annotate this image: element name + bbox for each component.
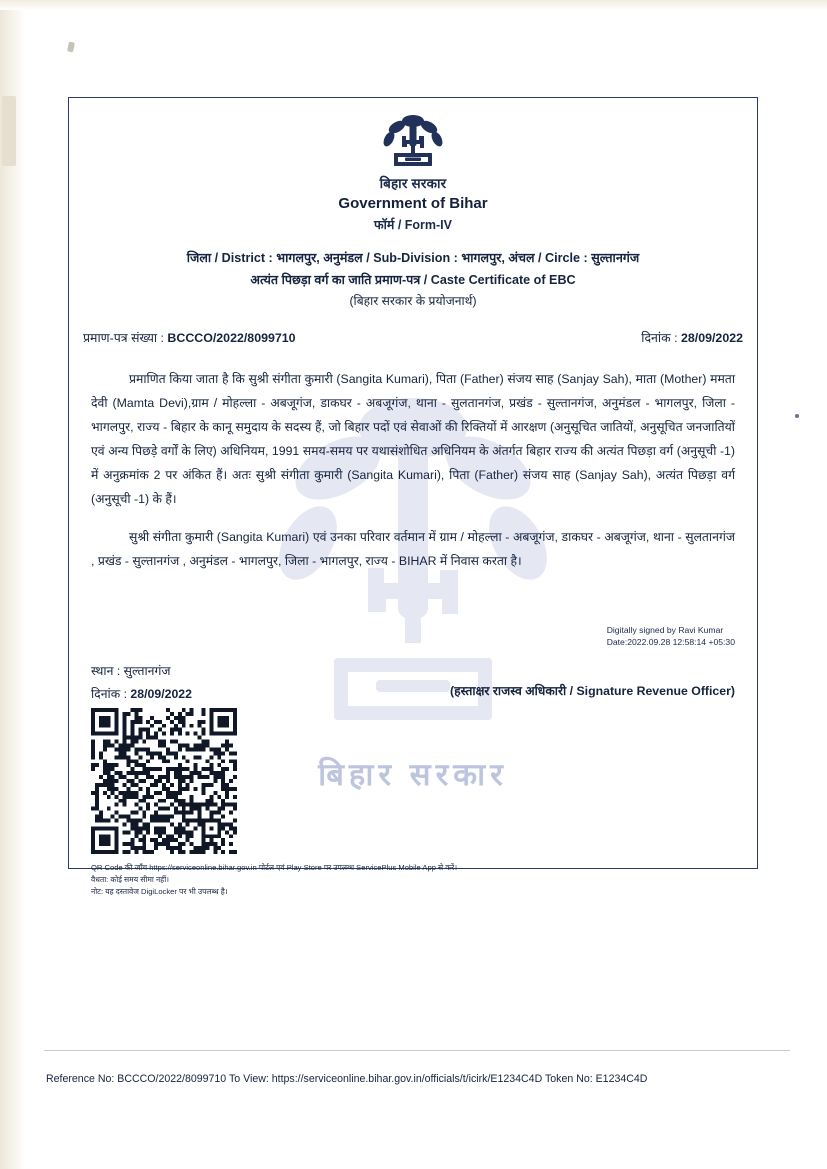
- issue-date-label: दिनांक :: [641, 331, 681, 346]
- body-paragraph-2-text: सुश्री संगीता कुमारी (Sangita Kumari) एवं उनका परिवार वर्तमान में ग्राम / मोहल्ला - अबजूगंज, डाकघर - अबजूगंज, थाना - सुलतानगंज , प्रखंड - सुल्तानगंज , अनुमंडल - भागलपुर, जिला - भागलपुर, राज्य - BIHAR में निवास करता है।: [91, 529, 735, 568]
- qr-note-validity: वैधता: कोई समय सीमा नहीं।: [91, 875, 170, 885]
- body-paragraph-1: [91, 368, 735, 512]
- scan-edge-top: [0, 0, 827, 10]
- scan-edge-left: [0, 0, 26, 1169]
- footer-divider: [44, 1050, 790, 1051]
- place-label: स्थान :: [91, 664, 124, 678]
- scan-artifact-dot: [795, 414, 799, 418]
- place-date-label: दिनांक :: [91, 687, 131, 702]
- scan-artifact-mark: [67, 41, 75, 52]
- digital-signature-signer: Digitally signed by Ravi Kumar: [606, 625, 724, 635]
- body-paragraph-2: [91, 526, 735, 574]
- signature-caption: (हस्ताक्षर राजस्व अधिकारी / Signature Revenue Officer): [449, 684, 735, 698]
- certificate-frame: [68, 97, 758, 897]
- certificate-subtitle: अत्यंत पिछड़ा वर्ग का जाति प्रमाण-पत्र / Caste Certificate of EBC: [250, 273, 576, 288]
- digital-signature-block: [607, 624, 735, 649]
- qr-note-verification: QR Code की जाँच https://serviceonline.bihar.gov.in पोर्टल एवं Play Store पर उपलब्ध ServicePlus Mobile App से करें।: [91, 863, 458, 872]
- qr-note-digilocker: नोट: यह दस्तावेज DigiLocker पर भी उपलब्ध है।: [91, 887, 228, 897]
- qr-code[interactable]: [91, 708, 237, 854]
- certificate-body: [69, 368, 757, 574]
- qr-notes: [91, 862, 731, 898]
- place-date-line: [91, 683, 192, 706]
- issue-date-block: [641, 329, 743, 346]
- certificate-number-block: [83, 329, 296, 346]
- meta-row: [69, 329, 757, 346]
- watermark-text: बिहार सरकार: [318, 757, 508, 792]
- scan-artifact-strip: [2, 96, 16, 166]
- district-line: जिला / District : भागलपुर, अनुमंडल / Sub-Division : भागलपुर, अंचल / Circle : सुल्तानगंज: [186, 251, 640, 265]
- certificate-number-label: प्रमाण-पत्र संख्या :: [83, 331, 168, 346]
- header-hindi-title: बिहार सरकार: [379, 176, 447, 191]
- header-form-label: फॉर्म / Form-IV: [374, 218, 452, 232]
- state-emblem-icon: [378, 112, 448, 170]
- certificate-purpose: (बिहार सरकार के प्रयोजनार्थ): [349, 294, 477, 309]
- issue-date-value: 28/09/2022: [680, 331, 743, 346]
- place-value: सुल्तानगंज: [123, 664, 171, 678]
- header-english-title: Government of Bihar: [338, 195, 488, 212]
- footer-reference: Reference No: BCCCO/2022/8099710 To View: https://serviceonline.bihar.gov.in/officials/t/icirk/E1234C4D Token No: E1234C4D: [46, 1073, 648, 1085]
- place-line: [91, 660, 192, 683]
- certificate-number-value: BCCCO/2022/8099710: [167, 331, 296, 346]
- place-date-block: [91, 660, 192, 707]
- body-paragraph-1-text: प्रमाणित किया जाता है कि सुश्री संगीता कुमारी (Sangita Kumari), पिता (Father) संजय साह (Sanjay Sah), माता (Mother) ममता देवी (Mamta Devi),ग्राम / मोहल्ला - अबजूगंज, डाकघर - अबजूगंज, थाना - सुलतानगंज, प्रखंड - सुल्तानगंज, अनुमंडल - भागलपुर, जिला - भागलपुर, राज्य - बिहार के कानू समुदाय के सदस्य हैं, जो बिहार पदों एवं सेवाओं की रिक्तियों में आरक्षण (अनुसूचित जातियों, अनुसूचित जनजातियों एवं अन्य पिछड़े वर्गों के लिए) अधिनियम, 1991 समय-समय पर यथासंशोधित अधिनियम के अंतर्गत बिहार राज्य की अत्यंत पिछड़ा वर्ग (अनुसूची -1) में अनुक्रमांक 2 पर अंकित हैं। अतः सुश्री संगीता कुमारी (Sangita Kumari), पिता (Father) संजय साह (Sanjay Sah), अत्यंत पिछड़ा वर्ग (अनुसूची -1) के हैं।: [91, 372, 735, 506]
- header-block: [69, 174, 757, 233]
- place-date-value: 28/09/2022: [130, 687, 192, 702]
- digital-signature-date: Date:2022.09.28 12:58:14 +05:30: [606, 637, 735, 648]
